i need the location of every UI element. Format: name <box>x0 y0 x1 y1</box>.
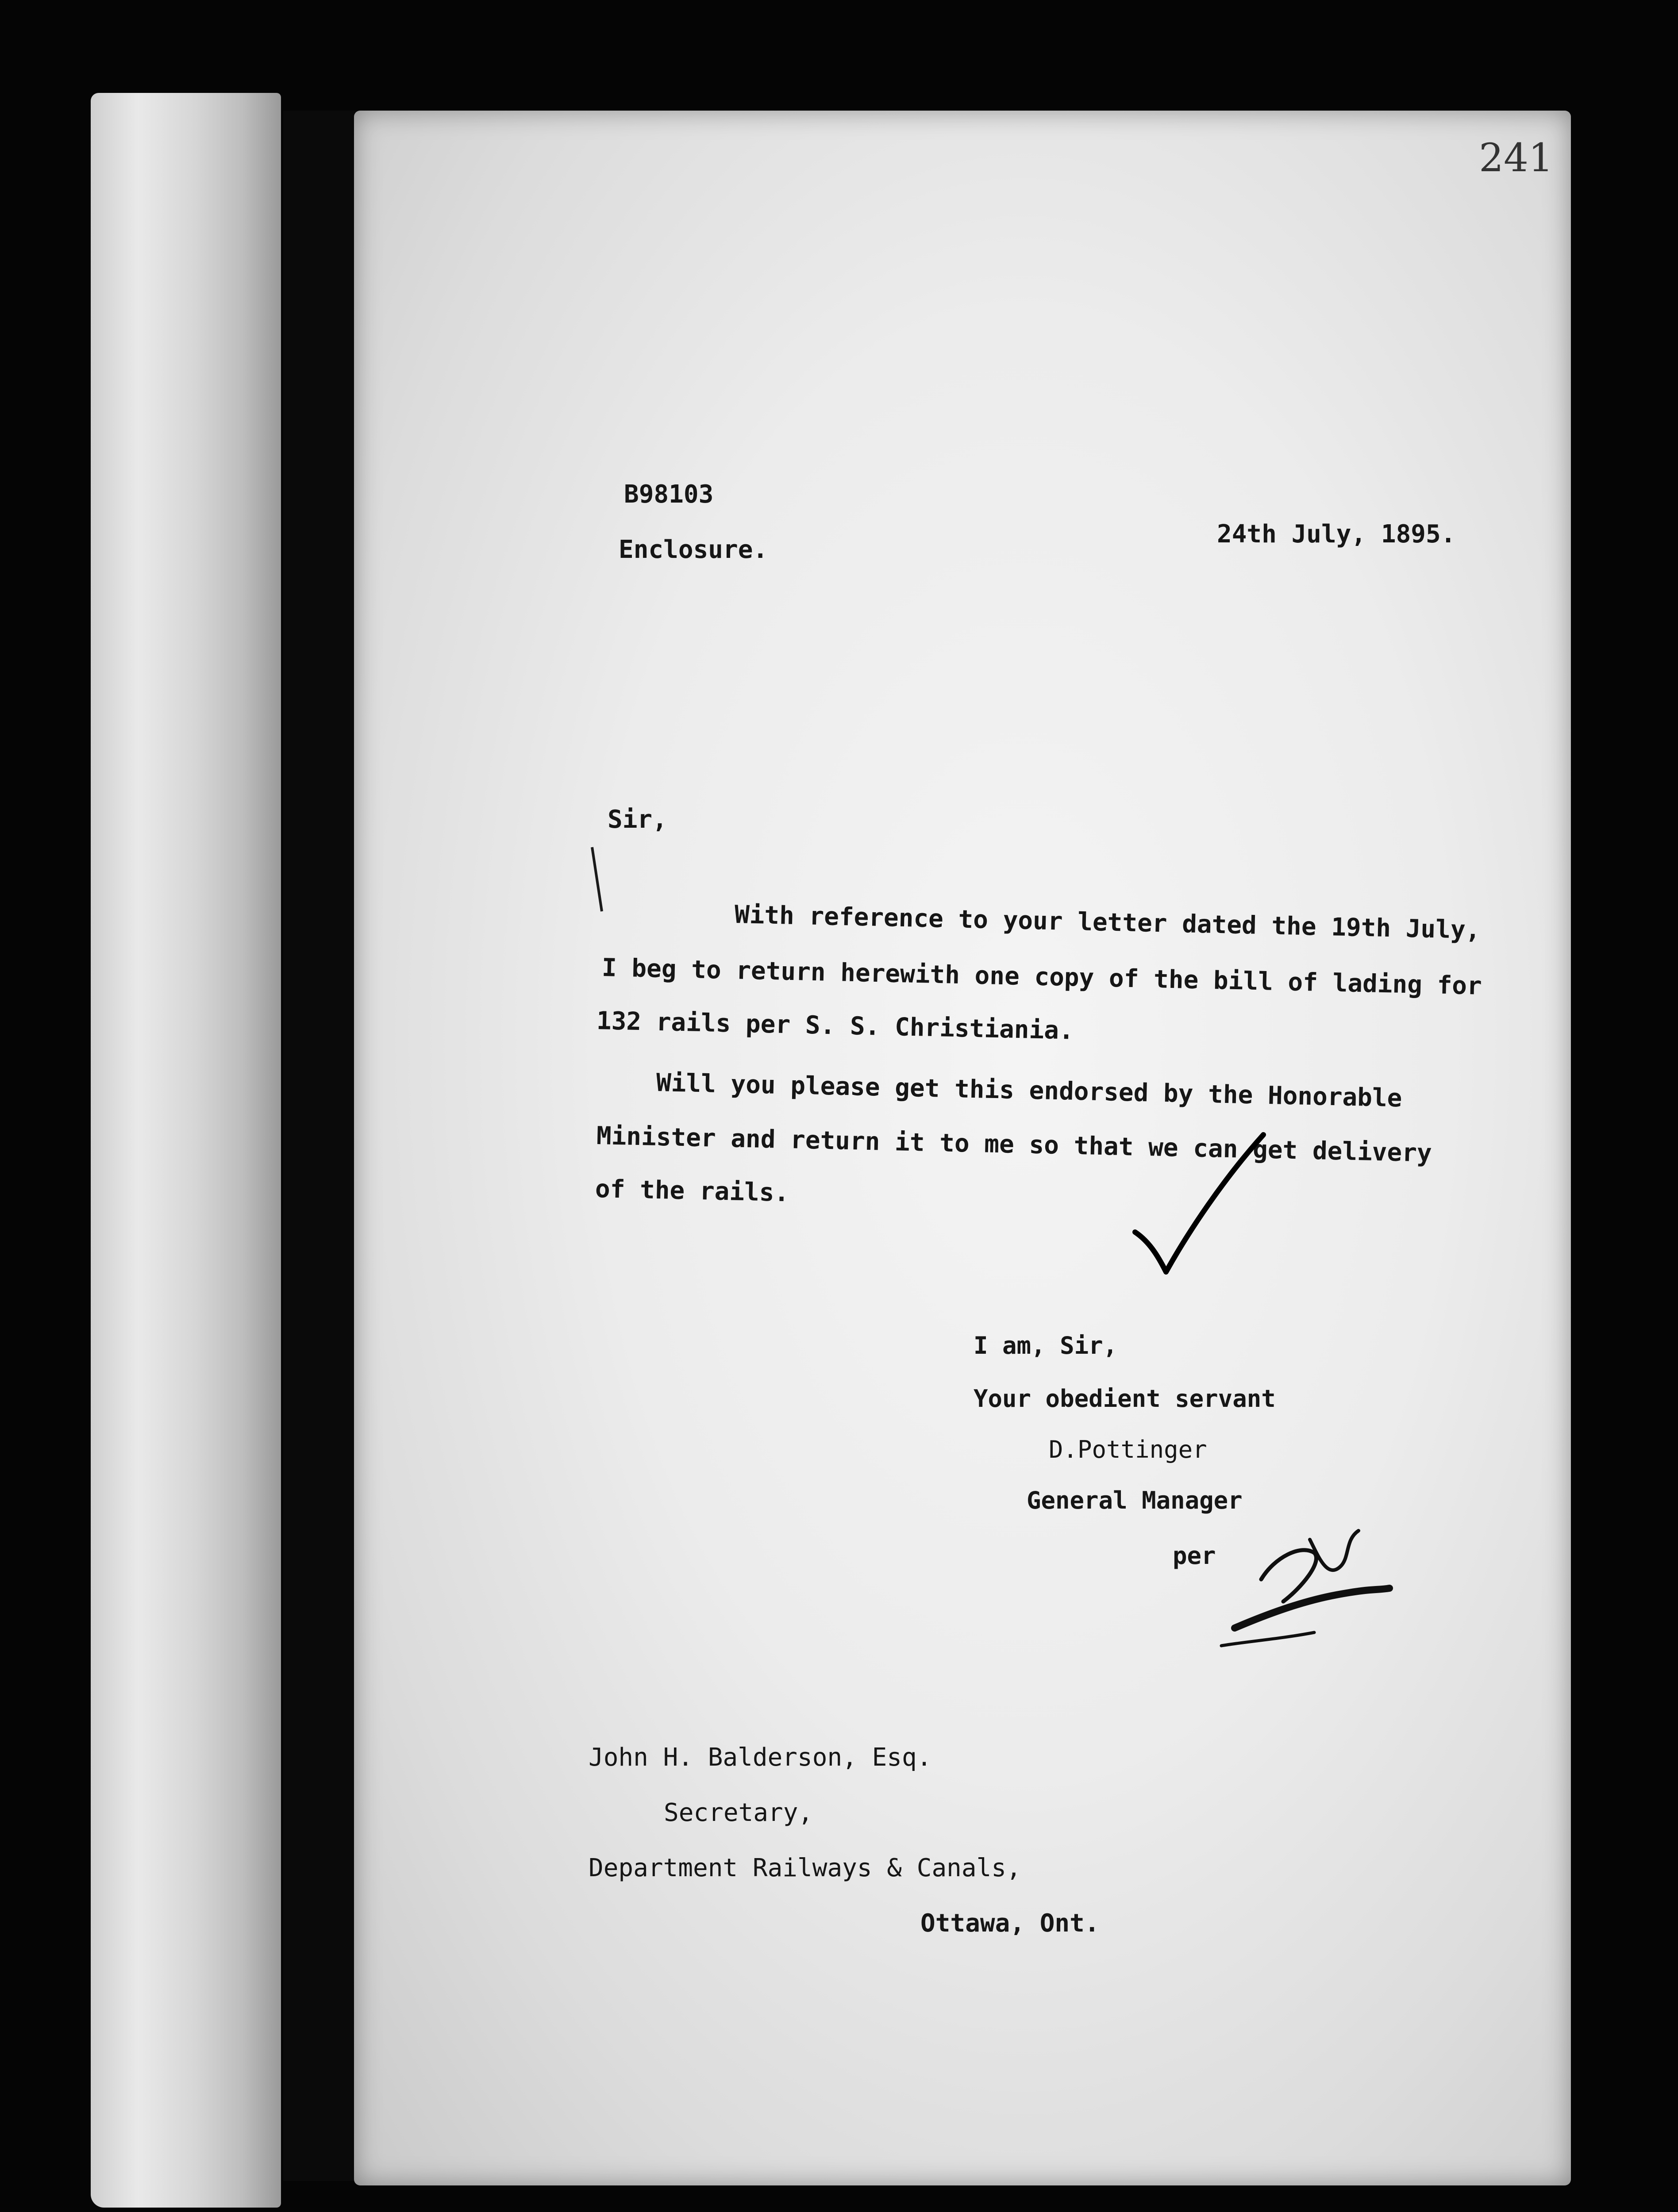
letter-page <box>354 111 1571 2185</box>
folded-page-edge <box>91 93 281 2208</box>
body-line: Will you please get this endorsed by the Honorable <box>656 1068 1403 1113</box>
addressee-name: John H. Balderson, Esq. <box>589 1743 932 1772</box>
addressee-department: Department Railways & Canals, <box>589 1854 1021 1882</box>
margin-mark-icon <box>589 845 606 916</box>
body-line: Minister and return it to me so that we can get delivery <box>596 1121 1432 1168</box>
per-note: per <box>1173 1542 1216 1570</box>
addressee-title: Secretary, <box>664 1798 813 1827</box>
body-line: With reference to your letter dated the 19th July, <box>734 900 1481 945</box>
handwritten-signature <box>1168 1513 1398 1672</box>
reference-number: B98103 <box>624 480 714 509</box>
enclosure-note: Enclosure. <box>619 535 768 564</box>
signatory-title: General Manager <box>1027 1486 1243 1514</box>
page-number: 241 <box>1479 135 1553 180</box>
closing-line: I am, Sir, <box>974 1332 1118 1359</box>
addressee-city: Ottawa, Ont. <box>920 1909 1100 1938</box>
closing-line: Your obedient servant <box>974 1385 1276 1413</box>
body-line: 132 rails per S. S. Christiania. <box>596 1006 1074 1045</box>
binding-shadow <box>283 111 358 2181</box>
body-line: of the rails. <box>595 1175 789 1208</box>
signatory-name: D.Pottinger <box>1049 1436 1207 1463</box>
body-line: I beg to return herewith one copy of the bill of lading for <box>601 953 1482 1001</box>
checkmark-icon <box>1126 1126 1272 1303</box>
letter-date: 24th July, 1895. <box>1217 520 1456 549</box>
salutation: Sir, <box>608 805 667 834</box>
